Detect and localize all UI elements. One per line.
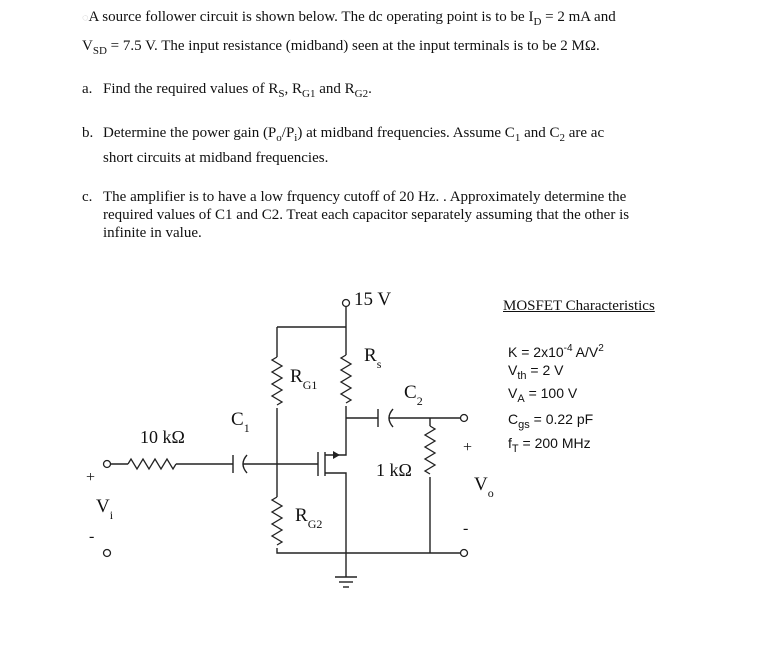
- load-resistor-label: 1 kΩ: [376, 460, 412, 480]
- input-plus-sign: +: [86, 469, 96, 486]
- c2-label: $C_2$: [404, 382, 423, 408]
- mosfet-arrow-icon: [333, 451, 340, 459]
- output-minus-sign: -: [463, 520, 469, 537]
- rs-resistor: [341, 355, 351, 403]
- output-terminal-negative: [461, 550, 468, 557]
- vo-label: $V_o$: [474, 474, 494, 500]
- rg1-label: $R_{G1}$: [290, 366, 318, 392]
- input-minus-sign: -: [89, 528, 95, 545]
- source-resistor: [128, 459, 176, 469]
- mosfet-source-lead: [325, 418, 346, 455]
- part-c-text-line-1: The amplifier is to have a low frquency cutoff of 20 Hz. . Approximately determine the: [103, 189, 627, 205]
- top-rail-wire: [277, 306, 346, 357]
- supply-terminal: [343, 300, 350, 307]
- part-c-label: c.: [82, 189, 93, 205]
- mosfet-cgs-value: $C_{gs} = 0.22$ pF: [508, 411, 594, 431]
- output-plus-sign: +: [463, 439, 473, 456]
- part-c-text-line-3: infinite in value.: [103, 225, 202, 241]
- mosfet-ft-value: $f_T = 200$ MHz: [508, 435, 591, 455]
- part-a-label: a.: [82, 81, 93, 97]
- part-a-text: Find the required values of $R_S$, $R_{G1}$ and $R_{G2}$.: [103, 81, 372, 100]
- part-c-text-line-2: required values of C1 and C2. Treat each capacitor separately assuming that the other is: [103, 207, 630, 223]
- mosfet-k-value: $K = 2x10^{-4}$ $A/V^2$: [508, 343, 604, 360]
- part-b-text: Determine the power gain $(P_o/P_i)$ at midband frequencies. Assume $C_1$ and $C_2$ are ac: [103, 125, 605, 144]
- vi-label: $V_i$: [96, 496, 114, 522]
- mosfet-drain-lead: [325, 473, 346, 553]
- rg2-bottom-wire: [277, 548, 346, 553]
- load-resistor: [425, 426, 435, 474]
- input-terminal-positive: [104, 461, 111, 468]
- mosfet-characteristics-title: MOSFET Characteristics: [503, 298, 655, 314]
- output-ground-wire: [346, 477, 461, 553]
- part-b-text-line-2: short circuits at midband frequencies.: [103, 150, 329, 166]
- intro-line-2: $V_{SD} = 7.5$ V. The input resistance (midband) seen at the input terminals is to be 2 MΩ.: [82, 38, 600, 57]
- ground-icon: [335, 577, 357, 587]
- copy-marker-icon: ◌: [82, 12, 89, 24]
- rs-label: $R_s$: [364, 345, 382, 371]
- intro-line-1: ◌A source follower circuit is shown below. The dc operating point is to be $I_D = 2$ mA and: [82, 9, 616, 28]
- mosfet-va-value: $V_A = 100$ V: [508, 385, 578, 405]
- source-resistor-label: 10 kΩ: [140, 427, 185, 447]
- c1-label: $C_1$: [231, 409, 250, 435]
- rg2-resistor: [272, 497, 282, 545]
- supply-voltage-label: 15 V: [354, 289, 392, 310]
- input-terminal-negative: [104, 550, 111, 557]
- mosfet-vth-value: $V_{th} = 2$ V: [508, 362, 564, 382]
- output-terminal-positive: [461, 415, 468, 422]
- rg1-resistor: [272, 357, 282, 405]
- part-b-label: b.: [82, 125, 94, 141]
- rg2-label: $R_{G2}$: [295, 505, 323, 531]
